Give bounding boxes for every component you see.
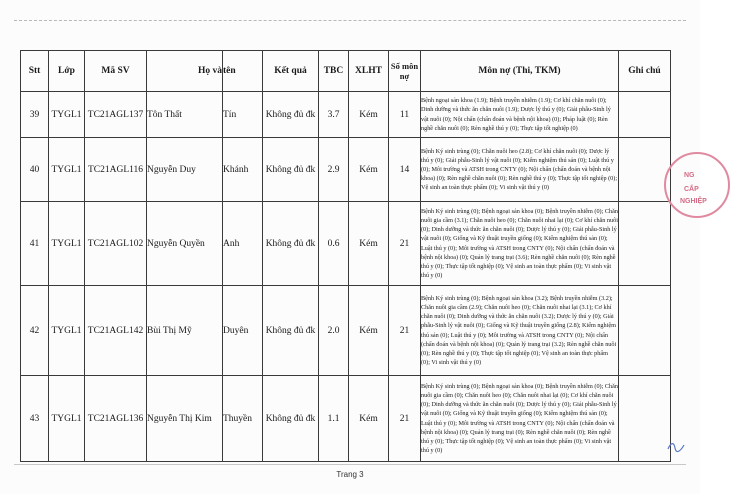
cell-lop: TYGL1 — [49, 138, 85, 202]
cell-tbc: 2.9 — [319, 138, 349, 202]
official-stamp — [664, 152, 730, 218]
cell-stt: 42 — [21, 286, 49, 376]
cell-stt: 41 — [21, 202, 49, 286]
cell-ten: Anh — [223, 202, 263, 286]
header-monno: Môn nợ (Thi, TKM) — [421, 51, 619, 92]
cell-tbc: 3.7 — [319, 92, 349, 138]
cell-lop: TYGL1 — [49, 92, 85, 138]
cell-ho: Nguyễn Quyền — [147, 202, 223, 286]
cell-ketqua: Không đủ đk — [263, 92, 319, 138]
cell-ten: Khánh — [223, 138, 263, 202]
stamp-text-line: NGHIỆP — [680, 198, 707, 205]
cell-stt: 39 — [21, 92, 49, 138]
cell-somon: 21 — [389, 286, 421, 376]
cell-somon: 11 — [389, 92, 421, 138]
cell-ten: Thuyền — [223, 376, 263, 462]
cell-ghichu — [619, 202, 671, 286]
table-row — [21, 286, 671, 376]
cell-ho: Nguyễn Thị Kim — [147, 376, 223, 462]
signature-mark — [666, 440, 686, 454]
header-ketqua: Kết quả — [263, 51, 319, 92]
header-stt: Stt — [21, 51, 49, 92]
header-masv: Mã SV — [85, 51, 147, 92]
cell-ghichu — [619, 92, 671, 138]
student-debt-table — [20, 50, 671, 462]
table-header-row — [21, 51, 671, 92]
header-xlht: XLHT — [349, 51, 389, 92]
cell-ten: Tín — [223, 92, 263, 138]
cell-ketqua: Không đủ đk — [263, 202, 319, 286]
cell-masv: TC21AGL102 — [85, 202, 147, 286]
cell-monno: Bệnh Ký sinh trùng (0); Bệnh ngoại sản khoa (0); Bệnh truyền nhiễm (0); Chăn nuôi gia cầm (3.1); Chăn nuôi heo (0); Chăn nuôi nhai lại (0); Cơ khí chăn nuôi (0); Dinh dưỡng và thức ăn chăn nuôi (0); Dược lý thú y (0); Giải phẫu-Sinh lý vật nuôi (0); Giống và Kỹ thuật truyền giống (0); Kiểm nghiệm thú sản (0); Luật thú y (0); Môi trường và ATSH trong CNTY (0); Nội chẩn (chẩn đoán và bệnh nội khoa) (0); Quản lý trang trại (3.6); Rèn nghề chăn nuôi (0); Rèn nghề thú y (0); Thực tập tốt nghiệp (0); Vệ sinh an toàn thực phẩm (0); Vi sinh vật thú y (0) — [421, 202, 619, 286]
cell-monno: Bệnh Ký sinh trùng (0); Bệnh ngoại sản khoa (0); Bệnh truyền nhiễm (0); Chăn nuôi gia cầm (0); Chăn nuôi heo (0); Chăn nuôi nhai lại (0); Cơ khí chăn nuôi (0); Dinh dưỡng và thức ăn chăn nuôi (0); Dược lý thú y (0); Giải phẫu-Sinh lý vật nuôi (0); Giống và Kỹ thuật truyền giống (0); Kiểm nghiệm thú sản (0); Luật thú y (0); Môi trường và ATSH trong CNTY (0); Nội chẩn (chẩn đoán và bệnh nội khoa) (0); Quản lý trang trại (0); Rèn nghề chăn nuôi (0); Rèn nghề thú y (0); Thực tập tốt nghiệp (0); Vệ sinh an toàn thực phẩm (0); Vi sinh vật thú y (0) — [421, 376, 619, 462]
cell-somon: 21 — [389, 376, 421, 462]
cell-ho: Bùi Thị Mỹ — [147, 286, 223, 376]
cell-xlht: Kém — [349, 286, 389, 376]
cell-ketqua: Không đủ đk — [263, 286, 319, 376]
cell-ho: Tôn Thất — [147, 92, 223, 138]
header-ghichu: Ghi chú — [619, 51, 671, 92]
cell-somon: 21 — [389, 202, 421, 286]
cell-lop: TYGL1 — [49, 286, 85, 376]
cell-stt: 43 — [21, 376, 49, 462]
table-row — [21, 92, 671, 138]
cell-tbc: 0.6 — [319, 202, 349, 286]
stamp-text-line: CẤP — [684, 186, 699, 193]
cell-xlht: Kém — [349, 202, 389, 286]
cell-ghichu — [619, 138, 671, 202]
cell-ketqua: Không đủ đk — [263, 376, 319, 462]
cell-xlht: Kém — [349, 376, 389, 462]
cell-lop: TYGL1 — [49, 202, 85, 286]
header-ten: tên — [223, 51, 263, 92]
cell-ghichu — [619, 376, 671, 462]
cell-monno: Bệnh ngoại sản khoa (1.9); Bệnh truyền nhiễm (1.9); Cơ khí chăn nuôi (0); Dinh dưỡng và thức ăn chăn nuôi (1.9); Dược lý thú y (0); Giải phẫu-Sinh lý vật nuôi (0); Nội chẩn (chẩn đoán và bệnh nội khoa) (0); Pháp luật (0); Rèn nghề chăn nuôi (0); Rèn nghề thú y (0); Thực tập tốt nghiệp (0) — [421, 92, 619, 138]
cell-masv: TC21AGL136 — [85, 376, 147, 462]
stamp-text-line: NG — [684, 172, 695, 179]
cell-tbc: 1.1 — [319, 376, 349, 462]
bottom-divider — [14, 464, 686, 465]
cell-masv: TC21AGL116 — [85, 138, 147, 202]
cell-ghichu — [619, 286, 671, 376]
cell-monno: Bệnh Ký sinh trùng (0); Bệnh ngoại sản khoa (3.2); Bệnh truyền nhiễm (3.2); Chăn nuôi gia cầm (2.9); Chăn nuôi heo (0); Chăn nuôi nhai lại (3.1); Cơ khí chăn nuôi (0); Dinh dưỡng và thức ăn chăn nuôi (3.2); Dược lý thú y (0); Giải phẫu-Sinh lý vật nuôi (0); Giống và Kỹ thuật truyền giống (2.8); Kiểm nghiệm thú sản (0); Luật thú y (0); Môi trường và ATSH trong CNTY (0); Nội chẩn (chẩn đoán và bệnh nội khoa) (0); Quản lý trang trại (3.2); Rèn nghề chăn nuôi (0); Rèn nghề thú y (0); Thực tập tốt nghiệp (0); Vệ sinh an toàn thực phẩm (0); Vi sinh vật thú y (0) — [421, 286, 619, 376]
header-ho: Họ và — [147, 51, 223, 92]
cell-lop: TYGL1 — [49, 376, 85, 462]
cell-stt: 40 — [21, 138, 49, 202]
page-number: Trang 3 — [336, 470, 364, 479]
cell-ten: Duyên — [223, 286, 263, 376]
cell-tbc: 2.0 — [319, 286, 349, 376]
cell-ketqua: Không đủ đk — [263, 138, 319, 202]
cell-masv: TC21AGL142 — [85, 286, 147, 376]
cell-masv: TC21AGL137 — [85, 92, 147, 138]
cell-monno: Bệnh Ký sinh trùng (0); Chăn nuôi heo (2.8); Cơ khí chăn nuôi (0); Dược lý thú y (0); Giải phẫu-Sinh lý vật nuôi (0); Kiểm nghiệm thú sản (0); Luật thú y (0); Môi trường và ATSH trong CNTY (0); Nội chẩn (chẩn đoán và bệnh nội khoa) (0); Rèn nghề chăn nuôi (0); Rèn nghề thú y (0); Thực tập tốt nghiệp (0); Vệ sinh an toàn thực phẩm (0); Vi sinh vật thú y (0) — [421, 138, 619, 202]
table-row — [21, 138, 671, 202]
table-row — [21, 376, 671, 462]
top-divider — [14, 20, 686, 21]
cell-xlht: Kém — [349, 138, 389, 202]
header-tbc: TBC — [319, 51, 349, 92]
header-lop: Lớp — [49, 51, 85, 92]
table-row — [21, 202, 671, 286]
cell-ho: Nguyễn Duy — [147, 138, 223, 202]
cell-xlht: Kém — [349, 92, 389, 138]
cell-somon: 14 — [389, 138, 421, 202]
header-somon: Số môn nợ — [389, 51, 421, 92]
